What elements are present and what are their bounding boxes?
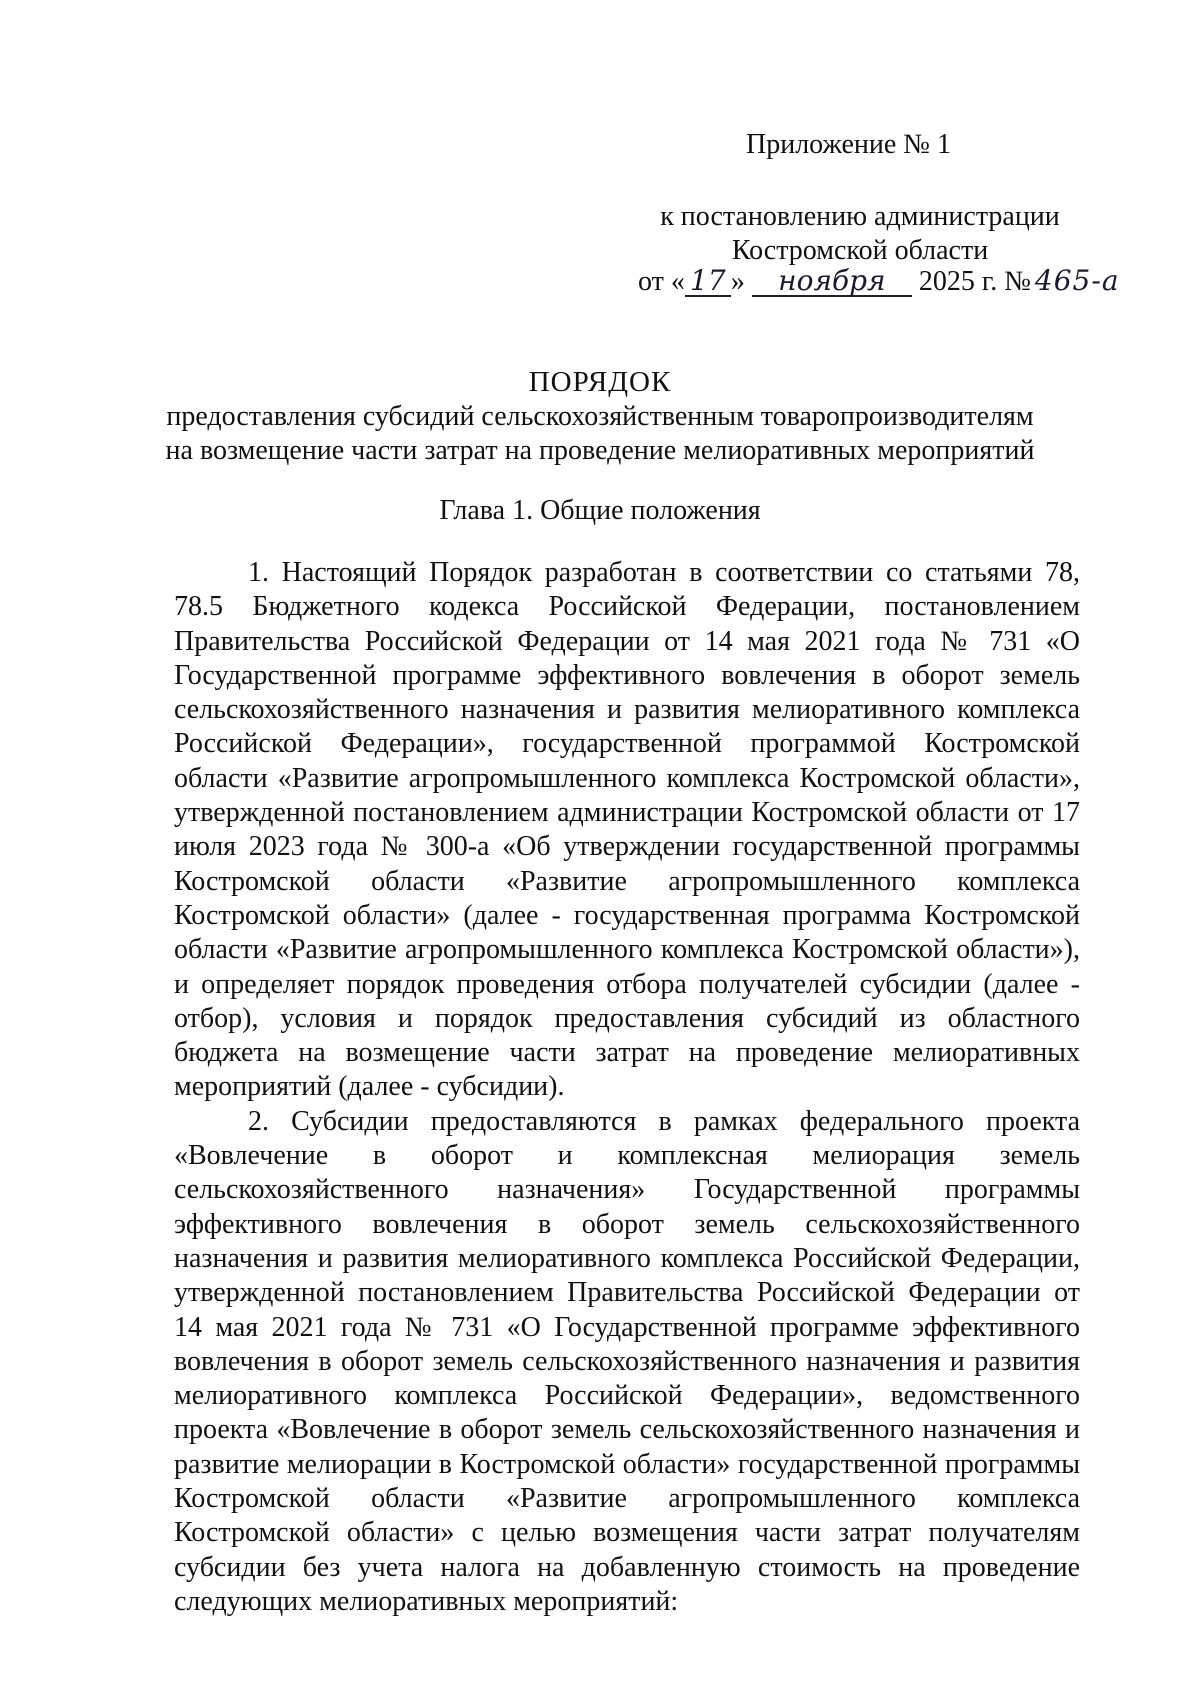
decree-line-1: к постановлению администрации (660, 201, 1060, 232)
document-title: ПОРЯДОК (528, 366, 672, 398)
paragraph-2: 2. Субсидии предоставляются в рамках федерального проекта «Вовлечение в оборот и комплексная мелиорация земель сельскохозяйственного назначения» Государственной программы эффективного вовлечения в оборот земель сельскохозяйственного назначения и развития мелиоративного комплекса Российской Федерации, утвержденной постановлением Правительства Российской Федерации от 14 мая 2021 года № 731 «О Государственной программе эффективного вовлечения в оборот земель сельскохозяйственного назначения и развития мелиоративного комплекса Российской Федерации», ведомственного проекта «Вовлечение в оборот земель сельскохозяйственного назначения и развитие мелиорации в Костромской области» государственной программы Костромской области «Развитие агропромышленного комплекса Костромской области» с целью возмещения части затрат получателям субсидии без учета налога на добавленную стоимость на проведение следующих мелиоративных мероприятий: (174, 1105, 1080, 1617)
appendix-label: Приложение № 1 (746, 129, 951, 160)
document-body (174, 556, 1080, 1619)
subtitle-line-1: предоставления субсидий сельскохозяйственным товаропроизводителям (166, 401, 1034, 432)
date-year: 2025 г. № (918, 266, 1031, 297)
handwritten-day: 17 (685, 267, 731, 297)
paragraph-1: 1. Настоящий Порядок разработан в соответствии со статьями 78, 78.5 Бюджетного кодекса Российской Федерации, постановлением Правительства Российской Федерации от 14 мая 2021 года № 731 «О Государственной программе эффективного вовлечения в оборот земель сельскохозяйственного назначения и развития мелиоративного комплекса Российской Федерации», государственной программой Костромской области «Развитие агропромышленного комплекса Костромской области», утвержденной постановлением администрации Костромской области от 17 июля 2023 года № 300-а «Об утверждении государственной программы Костромской области «Развитие агропромышленного комплекса Костромской области» (далее - государственная программа Костромской области «Развитие агропромышленного комплекса Костромской области»), и определяет порядок проведения отбора получателей субсидии (далее - отбор), условия и порядок предоставления субсидий из областного бюджета на возмещение части затрат на проведение мелиоративных мероприятий (далее - субсидии). (174, 557, 1080, 1103)
date-mid: » (730, 266, 745, 297)
document-subtitle (100, 400, 1100, 468)
decree-reference (620, 200, 1100, 268)
handwritten-doc-number: 465-а (1034, 264, 1120, 297)
chapter-heading: Глава 1. Общие положения (439, 495, 761, 526)
subtitle-line-2: на возмещение части затрат на проведение мелиоративных мероприятий (165, 435, 1035, 466)
date-prefix: от « (638, 266, 685, 297)
handwritten-month: ноября (752, 267, 912, 297)
decree-date-line (638, 265, 1120, 299)
decree-line-2: Костромской области (731, 235, 989, 266)
